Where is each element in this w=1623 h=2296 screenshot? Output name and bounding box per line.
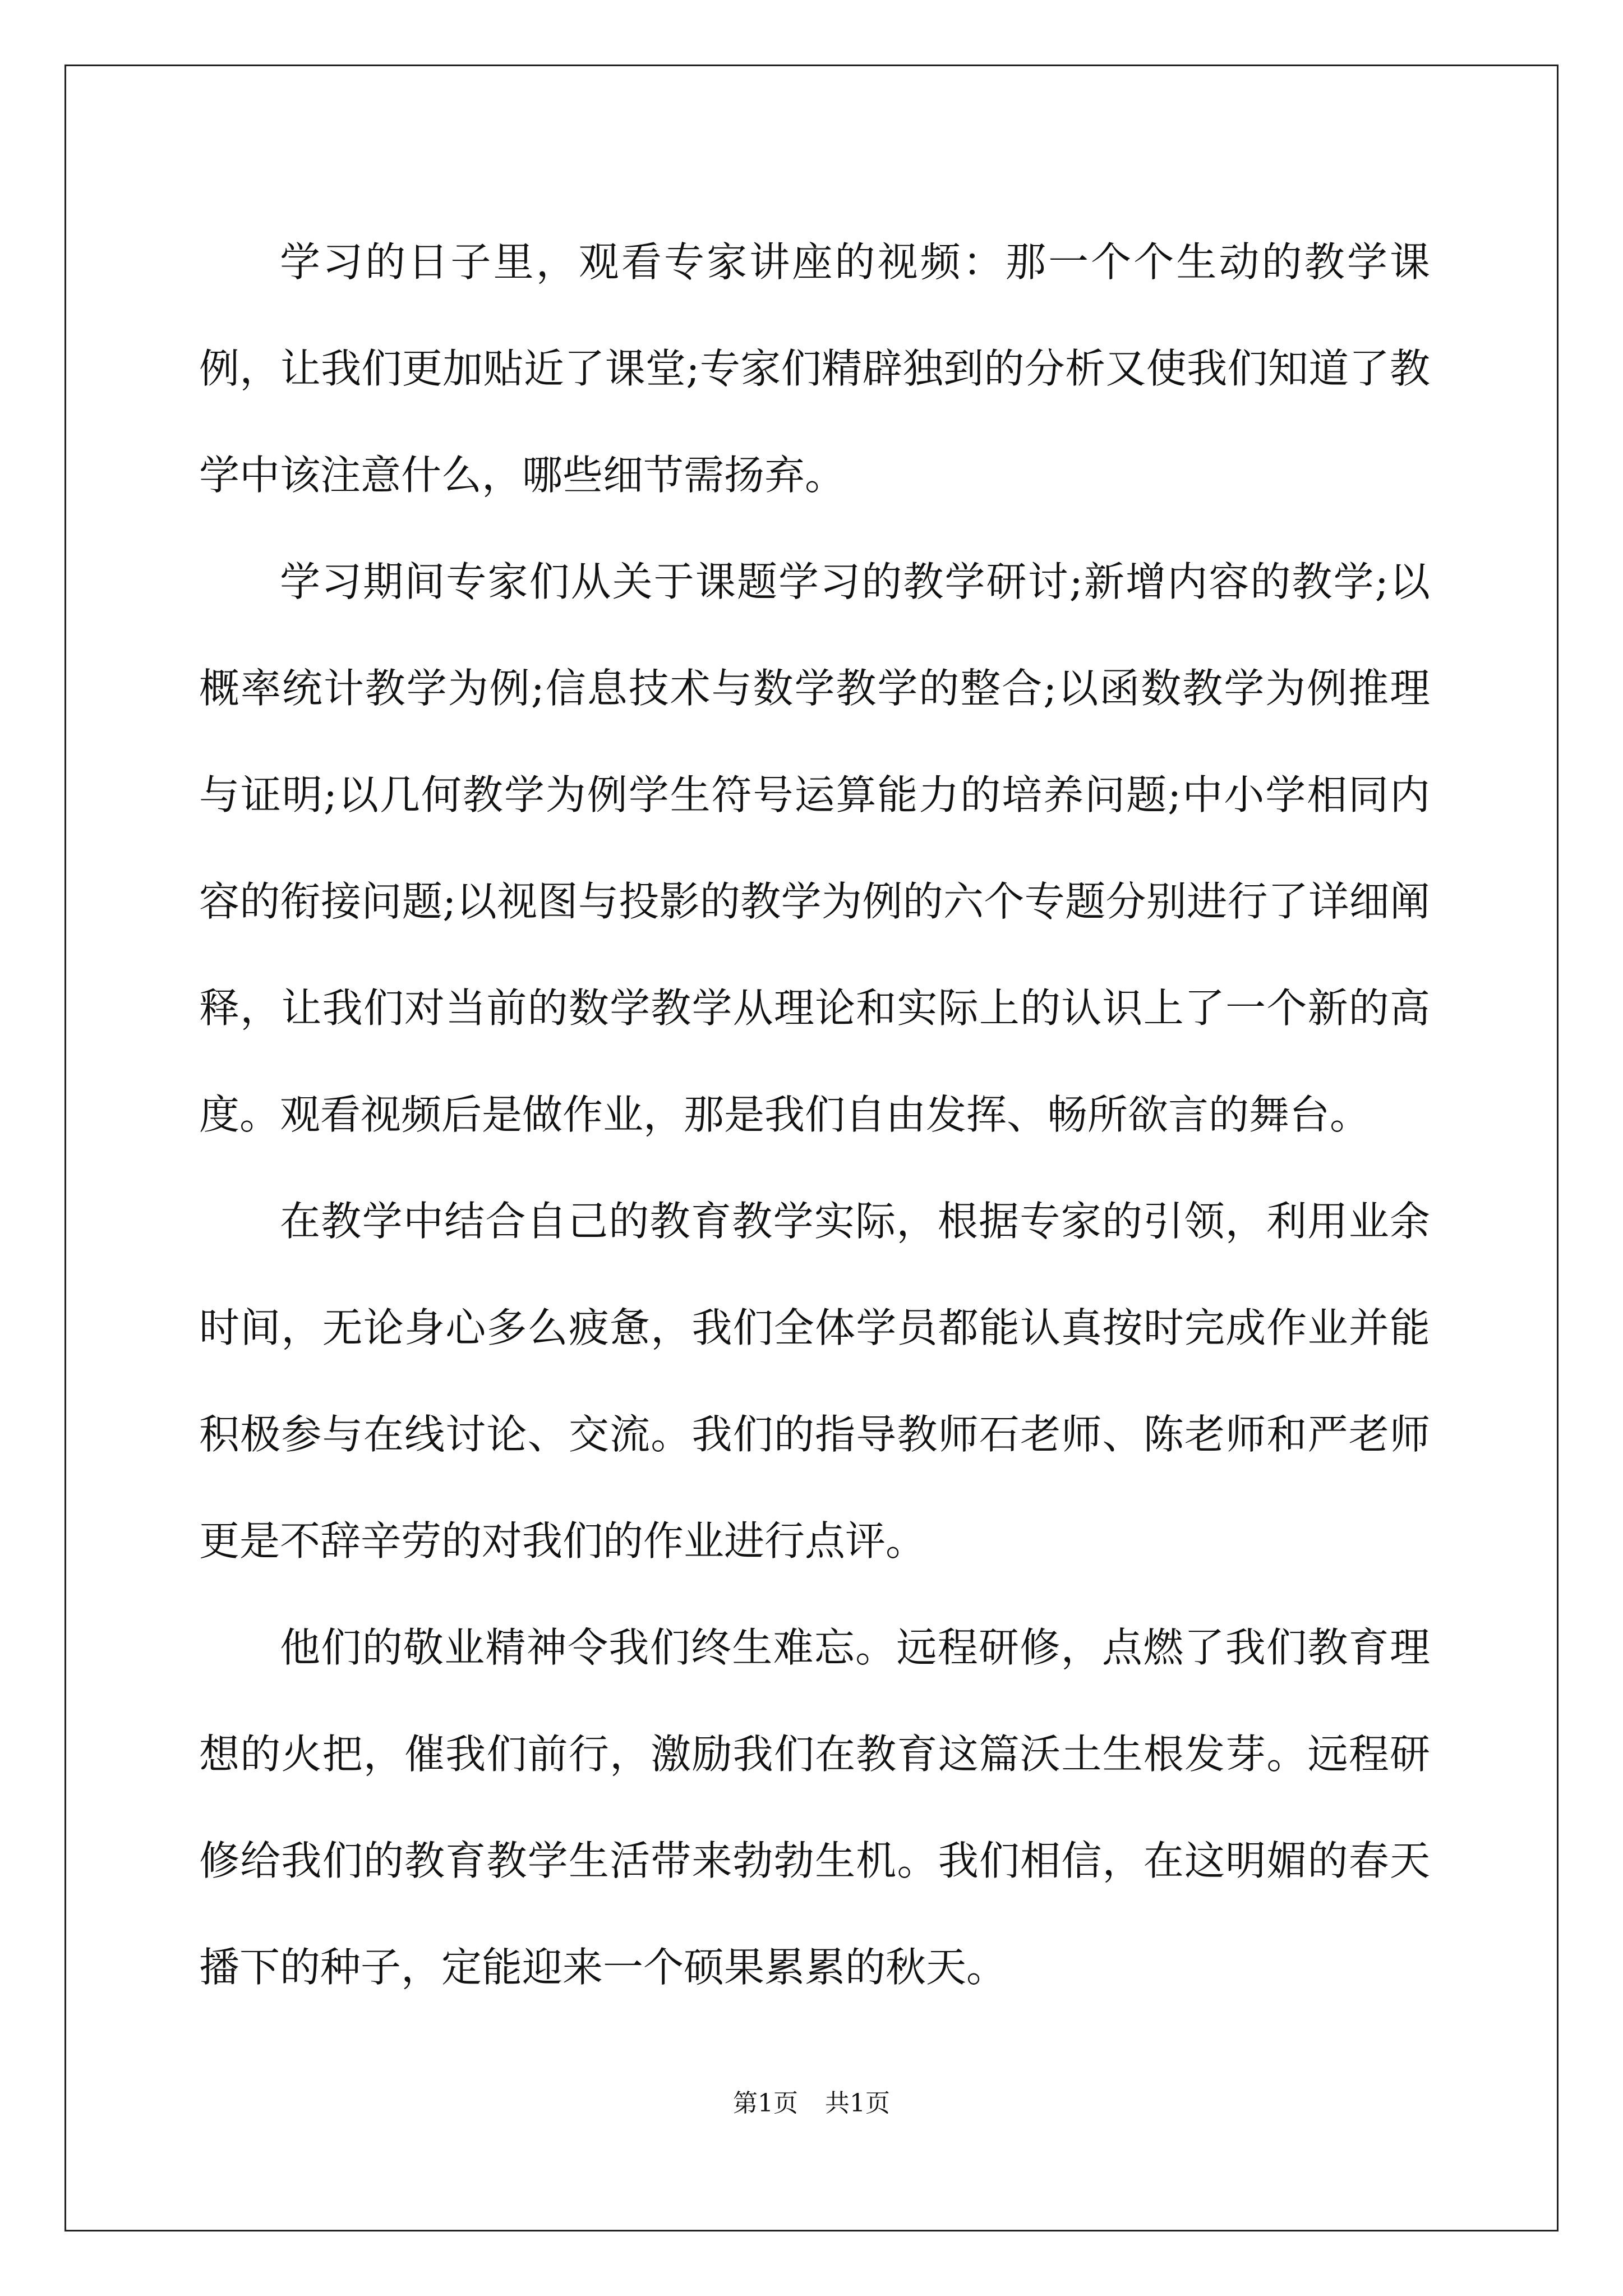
page-number-current: 第1页: [733, 2089, 798, 2118]
paragraph-4: 他们的敬业精神令我们终生难忘。远程研修，点燃了我们教育理想的火把，催我们前行，激励我们在教育这篇沃土生根发芽。远程研修给我们的教育教学生活带来勃勃生机。我们相信，在这明媚的春天播下的种子，定能迎来一个硕果累累的秋天。: [199, 1624, 1430, 1991]
paragraph-1: 学习的日子里，观看专家讲座的视频：那一个个生动的教学课例，让我们更加贴近了课堂;专家们精辟独到的分析又使我们知道了教学中该注意什么，哪些细节需扬弃。: [199, 238, 1430, 499]
paragraph-2: 学习期间专家们从关于课题学习的教学研讨;新增内容的教学;以概率统计教学为例;信息技术与数学教学的整合;以函数教学为例推理与证明;以几何教学为例学生符号运算能力的培养问题;中小学相同内容的衔接问题;以视图与投影的教学为例的六个专题分别进行了详细阐释，让我们对当前的数学教学从理论和实际上的认识上了一个新的高度。观看视频后是做作业，那是我们自由发挥、畅所欲言的舞台。: [199, 558, 1430, 1138]
page-footer: [0, 2087, 1623, 2120]
paragraph-3: 在教学中结合自己的教育教学实际，根据专家的引领，利用业余时间，无论身心多么疲惫，我们全体学员都能认真按时完成作业并能积极参与在线讨论、交流。我们的指导教师石老师、陈老师和严老师更是不辞辛劳的对我们的作业进行点评。: [199, 1198, 1430, 1565]
document-body: [199, 209, 1430, 2021]
page-number-total: 共1页: [825, 2089, 890, 2118]
